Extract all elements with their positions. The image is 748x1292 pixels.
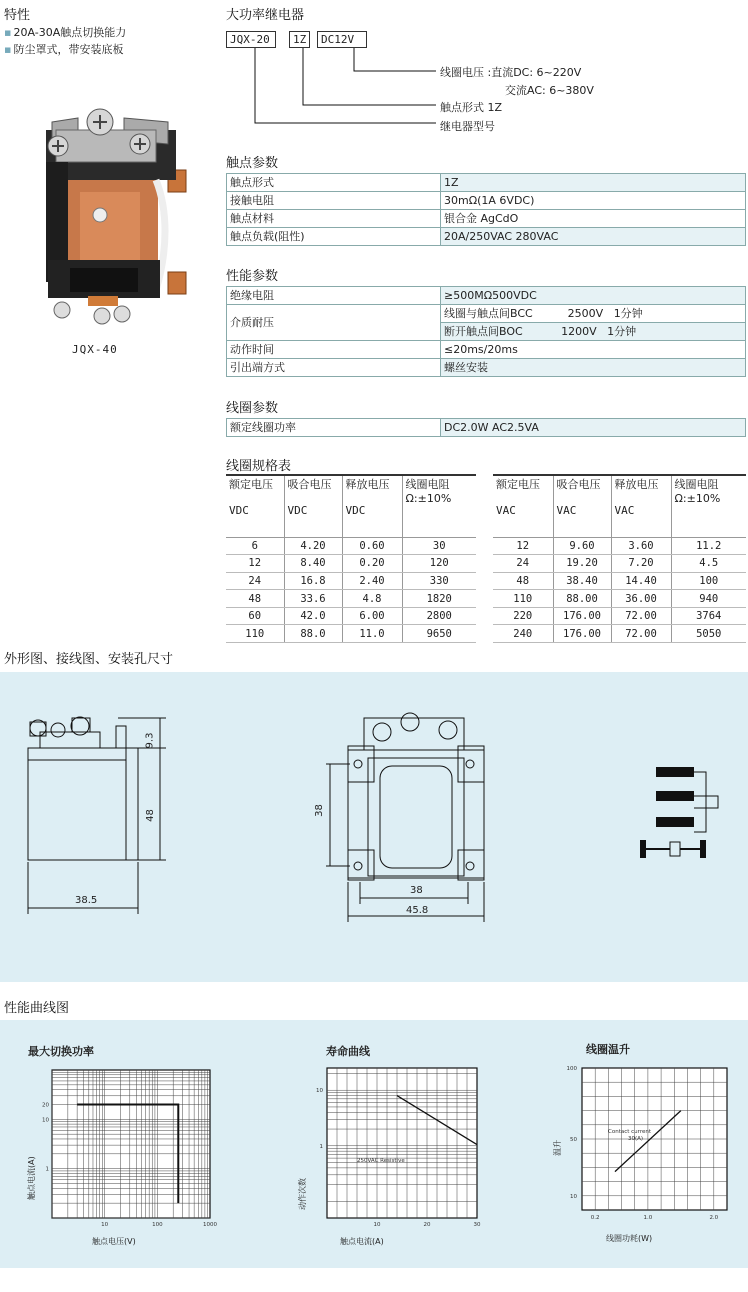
table-cell: 110 bbox=[226, 625, 284, 643]
x-tick-label: 100 bbox=[152, 1222, 163, 1228]
plot-area bbox=[327, 1068, 477, 1218]
param-key: 介质耐压 bbox=[227, 305, 441, 341]
table-row bbox=[227, 419, 746, 437]
table-cell: 48 bbox=[493, 572, 553, 590]
x-tick-label: 1000 bbox=[203, 1222, 217, 1228]
param-key: 接触电阻 bbox=[227, 192, 441, 210]
table-cell: 33.6 bbox=[284, 590, 342, 608]
col-unit: VAC bbox=[556, 504, 577, 517]
table-cell: 7.20 bbox=[611, 555, 671, 573]
table-cell: 6.00 bbox=[342, 607, 402, 625]
chart-coil-temp-rise bbox=[540, 1058, 748, 1258]
col-header-label: 释放电压 bbox=[345, 478, 390, 491]
feature-text: 防尘罩式，带安装底板 bbox=[13, 43, 124, 56]
y-tick-label: 10 bbox=[42, 1117, 49, 1124]
table-cell: 0.20 bbox=[342, 555, 402, 573]
table-row bbox=[493, 590, 746, 608]
contact-params-table bbox=[226, 173, 746, 246]
table-cell: 88.00 bbox=[553, 590, 611, 608]
col-unit: VDC bbox=[229, 504, 249, 517]
table-row bbox=[227, 192, 746, 210]
chart-title: 线圈温升 bbox=[586, 1043, 630, 1056]
x-tick-label: 1.0 bbox=[643, 1215, 653, 1221]
table-row bbox=[493, 572, 746, 590]
col-header bbox=[226, 475, 284, 537]
table-cell: 12 bbox=[226, 555, 284, 573]
table-cell: 14.40 bbox=[611, 572, 671, 590]
coil-params-table bbox=[226, 418, 746, 437]
voltage-code-box: DC12V bbox=[317, 31, 367, 48]
x-tick-label: 10 bbox=[101, 1222, 109, 1228]
chart-life-curve bbox=[285, 1060, 505, 1260]
chart-title: 寿命曲线 bbox=[326, 1045, 370, 1058]
contact-params-title: 触点参数 bbox=[226, 156, 279, 171]
x-axis-label: 触点电流(A) bbox=[340, 1237, 384, 1246]
table-row bbox=[226, 607, 476, 625]
table-cell: 72.00 bbox=[611, 607, 671, 625]
param-key: 触点负载(阻性) bbox=[227, 228, 441, 246]
series-annotation: 250VAC Resistive bbox=[357, 1158, 405, 1164]
col-header bbox=[402, 475, 476, 537]
plot-area bbox=[52, 1070, 210, 1218]
table-cell: 9.60 bbox=[553, 537, 611, 555]
callout-model: 继电器型号 bbox=[440, 120, 495, 133]
param-value: 银合金 AgCdO bbox=[441, 210, 746, 228]
param-value: 1Z bbox=[441, 174, 746, 192]
table-cell: 3.60 bbox=[611, 537, 671, 555]
performance-params-table bbox=[226, 286, 746, 377]
dim-outer-width: 45.8 bbox=[406, 905, 429, 916]
y-axis-label: 温升 bbox=[553, 1140, 562, 1156]
table-cell: 1820 bbox=[402, 590, 476, 608]
param-key: 触点形式 bbox=[227, 174, 441, 192]
param-value: DC2.0W AC2.5VA bbox=[441, 419, 746, 437]
contact-code-box: 1Z bbox=[289, 31, 310, 48]
y-tick-label: 10 bbox=[316, 1088, 323, 1095]
x-tick-label: 0.2 bbox=[590, 1215, 600, 1221]
y-tick-label: 1 bbox=[45, 1166, 49, 1173]
table-cell: 42.0 bbox=[284, 607, 342, 625]
table-cell: 3764 bbox=[671, 607, 746, 625]
table-row bbox=[227, 359, 746, 377]
param-key: 引出端方式 bbox=[227, 359, 441, 377]
x-axis-label: 线圈功耗(W) bbox=[606, 1234, 653, 1243]
table-row bbox=[227, 287, 746, 305]
table-row bbox=[226, 555, 476, 573]
col-header bbox=[284, 475, 342, 537]
table-row bbox=[226, 590, 476, 608]
param-key: 绝缘电阻 bbox=[227, 287, 441, 305]
table-cell: 11.0 bbox=[342, 625, 402, 643]
col-header bbox=[553, 475, 611, 537]
y-axis-label: 触点电流(A) bbox=[27, 1156, 36, 1200]
code-callout-lines bbox=[226, 48, 456, 130]
table-row bbox=[493, 607, 746, 625]
dim-width-side: 38.5 bbox=[75, 895, 98, 906]
col-header bbox=[611, 475, 671, 537]
param-value: 螺丝安装 bbox=[441, 359, 746, 377]
coil-spec-title: 线圈规格表 bbox=[226, 459, 292, 474]
col-header bbox=[671, 475, 746, 537]
coil-spec-ac-table bbox=[493, 474, 746, 643]
table-cell: 24 bbox=[493, 555, 553, 573]
table-row bbox=[227, 228, 746, 246]
param-value: 30mΩ(1A 6VDC) bbox=[441, 192, 746, 210]
table-cell: 100 bbox=[671, 572, 746, 590]
col-header-label: 线圈电阻 bbox=[674, 478, 719, 491]
param-value: 20A/250VAC 280VAC bbox=[441, 228, 746, 246]
col-header-label: 吸合电压 bbox=[287, 478, 332, 491]
coil-spec-dc-table bbox=[226, 474, 476, 643]
x-axis-label: 触点电压(V) bbox=[92, 1237, 136, 1246]
y-tick-label: 50 bbox=[570, 1137, 577, 1143]
table-cell: 2.40 bbox=[342, 572, 402, 590]
table-cell: 6 bbox=[226, 537, 284, 555]
table-row bbox=[227, 174, 746, 192]
table-cell: 60 bbox=[226, 607, 284, 625]
table-row bbox=[493, 537, 746, 555]
model-code-box: JQX-20 bbox=[226, 31, 276, 48]
table-cell: 2800 bbox=[402, 607, 476, 625]
col-unit: VAC bbox=[496, 504, 516, 517]
page-title: 大功率继电器 bbox=[226, 8, 305, 23]
table-cell: 48 bbox=[226, 590, 284, 608]
chart-title: 最大切换功率 bbox=[28, 1045, 94, 1058]
table-row bbox=[227, 305, 746, 323]
param-value: ≥500MΩ500VDC bbox=[441, 287, 746, 305]
table-row bbox=[227, 210, 746, 228]
table-cell: 220 bbox=[493, 607, 553, 625]
table-cell: 38.40 bbox=[553, 572, 611, 590]
param-key: 额定线圈功率 bbox=[227, 419, 441, 437]
x-tick-label: 2.0 bbox=[709, 1215, 719, 1221]
col-header bbox=[493, 475, 553, 537]
col-tolerance: Ω:±10% bbox=[674, 492, 721, 505]
table-cell: 176.00 bbox=[553, 607, 611, 625]
param-key: 动作时间 bbox=[227, 341, 441, 359]
col-header-label: 额定电压 bbox=[229, 478, 273, 491]
table-cell: 88.0 bbox=[284, 625, 342, 643]
col-tolerance: Ω:±10% bbox=[405, 492, 452, 505]
callout-coil-voltage: 线圈电压 :直流DC: 6~220V bbox=[440, 66, 582, 79]
param-value: ≤20ms/20ms bbox=[441, 341, 746, 359]
table-row bbox=[227, 341, 746, 359]
table-cell: 110 bbox=[493, 590, 553, 608]
table-cell: 36.00 bbox=[611, 590, 671, 608]
table-cell: 940 bbox=[671, 590, 746, 608]
x-tick-label: 10 bbox=[373, 1222, 381, 1228]
y-tick-label: 10 bbox=[570, 1193, 577, 1200]
table-cell: 240 bbox=[493, 625, 553, 643]
table-cell: 24 bbox=[226, 572, 284, 590]
relay-photo bbox=[18, 100, 188, 332]
table-cell: 8.40 bbox=[284, 555, 342, 573]
feature-item: ▪ 20A-30A触点切换能力 bbox=[4, 26, 127, 39]
col-unit: VAC bbox=[614, 504, 635, 517]
table-cell: 12 bbox=[493, 537, 553, 555]
outline-drawings bbox=[0, 672, 748, 982]
feature-item: ▪ 防尘罩式，带安装底板 bbox=[4, 43, 124, 56]
callout-contact-form: 触点形式 1Z bbox=[440, 101, 503, 114]
x-tick-label: 20 bbox=[423, 1222, 431, 1228]
param-value: 断开触点间BOC 1200V 1分钟 bbox=[441, 323, 746, 341]
col-header-label: 线圈电阻 bbox=[405, 478, 450, 491]
coil-params-title: 线圈参数 bbox=[226, 401, 279, 416]
performance-params-title: 性能参数 bbox=[226, 269, 279, 284]
y-tick-label: 1 bbox=[319, 1143, 323, 1150]
table-row bbox=[493, 555, 746, 573]
table-row bbox=[226, 572, 476, 590]
y-axis-label: 动作次数 bbox=[298, 1178, 307, 1210]
table-cell: 5050 bbox=[671, 625, 746, 643]
photo-caption: JQX-40 bbox=[72, 343, 118, 356]
callout-coil-voltage-ac: 交流AC: 6~380V bbox=[505, 84, 594, 97]
table-cell: 4.8 bbox=[342, 590, 402, 608]
feature-text: 20A-30A触点切换能力 bbox=[13, 26, 127, 39]
param-key: 触点材料 bbox=[227, 210, 441, 228]
curves-title: 性能曲线图 bbox=[4, 1001, 70, 1016]
dim-top: 9.3 bbox=[144, 732, 156, 749]
table-cell: 4.20 bbox=[284, 537, 342, 555]
table-cell: 120 bbox=[402, 555, 476, 573]
table-cell: 0.60 bbox=[342, 537, 402, 555]
table-cell: 11.2 bbox=[671, 537, 746, 555]
table-cell: 19.20 bbox=[553, 555, 611, 573]
table-cell: 9650 bbox=[402, 625, 476, 643]
dim-height: 48 bbox=[144, 809, 156, 822]
col-header-label: 额定电压 bbox=[496, 478, 540, 491]
table-cell: 72.00 bbox=[611, 625, 671, 643]
dim-inner-height: 38 bbox=[313, 804, 325, 817]
table-row bbox=[226, 537, 476, 555]
col-header-label: 释放电压 bbox=[614, 478, 659, 491]
series-annotation: Contact current bbox=[608, 1129, 651, 1135]
x-tick-label: 30 bbox=[473, 1222, 481, 1228]
table-row bbox=[493, 625, 746, 643]
y-tick-label: 100 bbox=[566, 1066, 577, 1072]
dim-inner-width: 38 bbox=[410, 885, 423, 896]
y-tick-label: 20 bbox=[42, 1102, 49, 1109]
table-cell: 330 bbox=[402, 572, 476, 590]
table-cell: 16.8 bbox=[284, 572, 342, 590]
chart-max-switching-power bbox=[0, 1060, 240, 1260]
param-value: 线圈与触点间BCC 2500V 1分钟 bbox=[441, 305, 746, 323]
table-cell: 176.00 bbox=[553, 625, 611, 643]
drawing-title: 外形图、接线图、安装孔尺寸 bbox=[4, 652, 174, 667]
col-header bbox=[342, 475, 402, 537]
features-title: 特性 bbox=[4, 8, 31, 23]
col-unit: VDC bbox=[287, 504, 308, 517]
series-annotation: 30(A) bbox=[628, 1136, 644, 1142]
table-cell: 4.5 bbox=[671, 555, 746, 573]
table-cell: 30 bbox=[402, 537, 476, 555]
col-header-label: 吸合电压 bbox=[556, 478, 601, 491]
table-row bbox=[226, 625, 476, 643]
col-unit: VDC bbox=[345, 504, 366, 517]
